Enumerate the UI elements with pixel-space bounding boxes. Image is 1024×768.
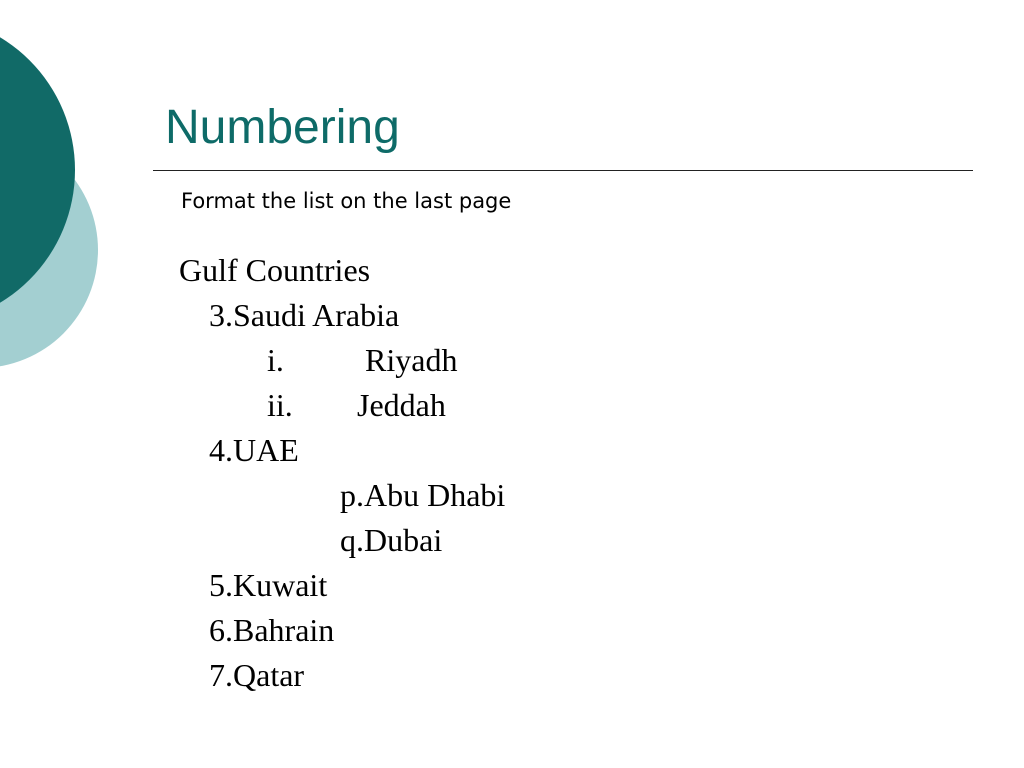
list-item-uae: 4.UAE [209,432,299,468]
list-item-saudi-arabia: 3.Saudi Arabia [209,297,400,333]
list-item-kuwait: 5.Kuwait [209,567,328,603]
slide-title: Numbering [165,101,400,154]
list-heading: Gulf Countries [179,252,371,288]
list-subitem-riyadh [267,340,457,380]
list-marker: i. [267,342,284,378]
decorative-circles [0,0,110,420]
list-item-bahrain: 6.Bahrain [209,612,335,648]
list-subitem-label: Jeddah [357,387,446,423]
list-subitem-abu-dhabi: p.Abu Dhabi [340,477,506,513]
list-marker: ii. [267,387,293,423]
slide-subtitle: Format the list on the last page [181,189,512,213]
list-subitem-jeddah [267,385,446,425]
list-subitem-label: Riyadh [365,342,458,378]
list-subitem-dubai: q.Dubai [340,522,443,558]
list-item-qatar: 7.Qatar [209,657,305,693]
title-divider [153,170,973,171]
